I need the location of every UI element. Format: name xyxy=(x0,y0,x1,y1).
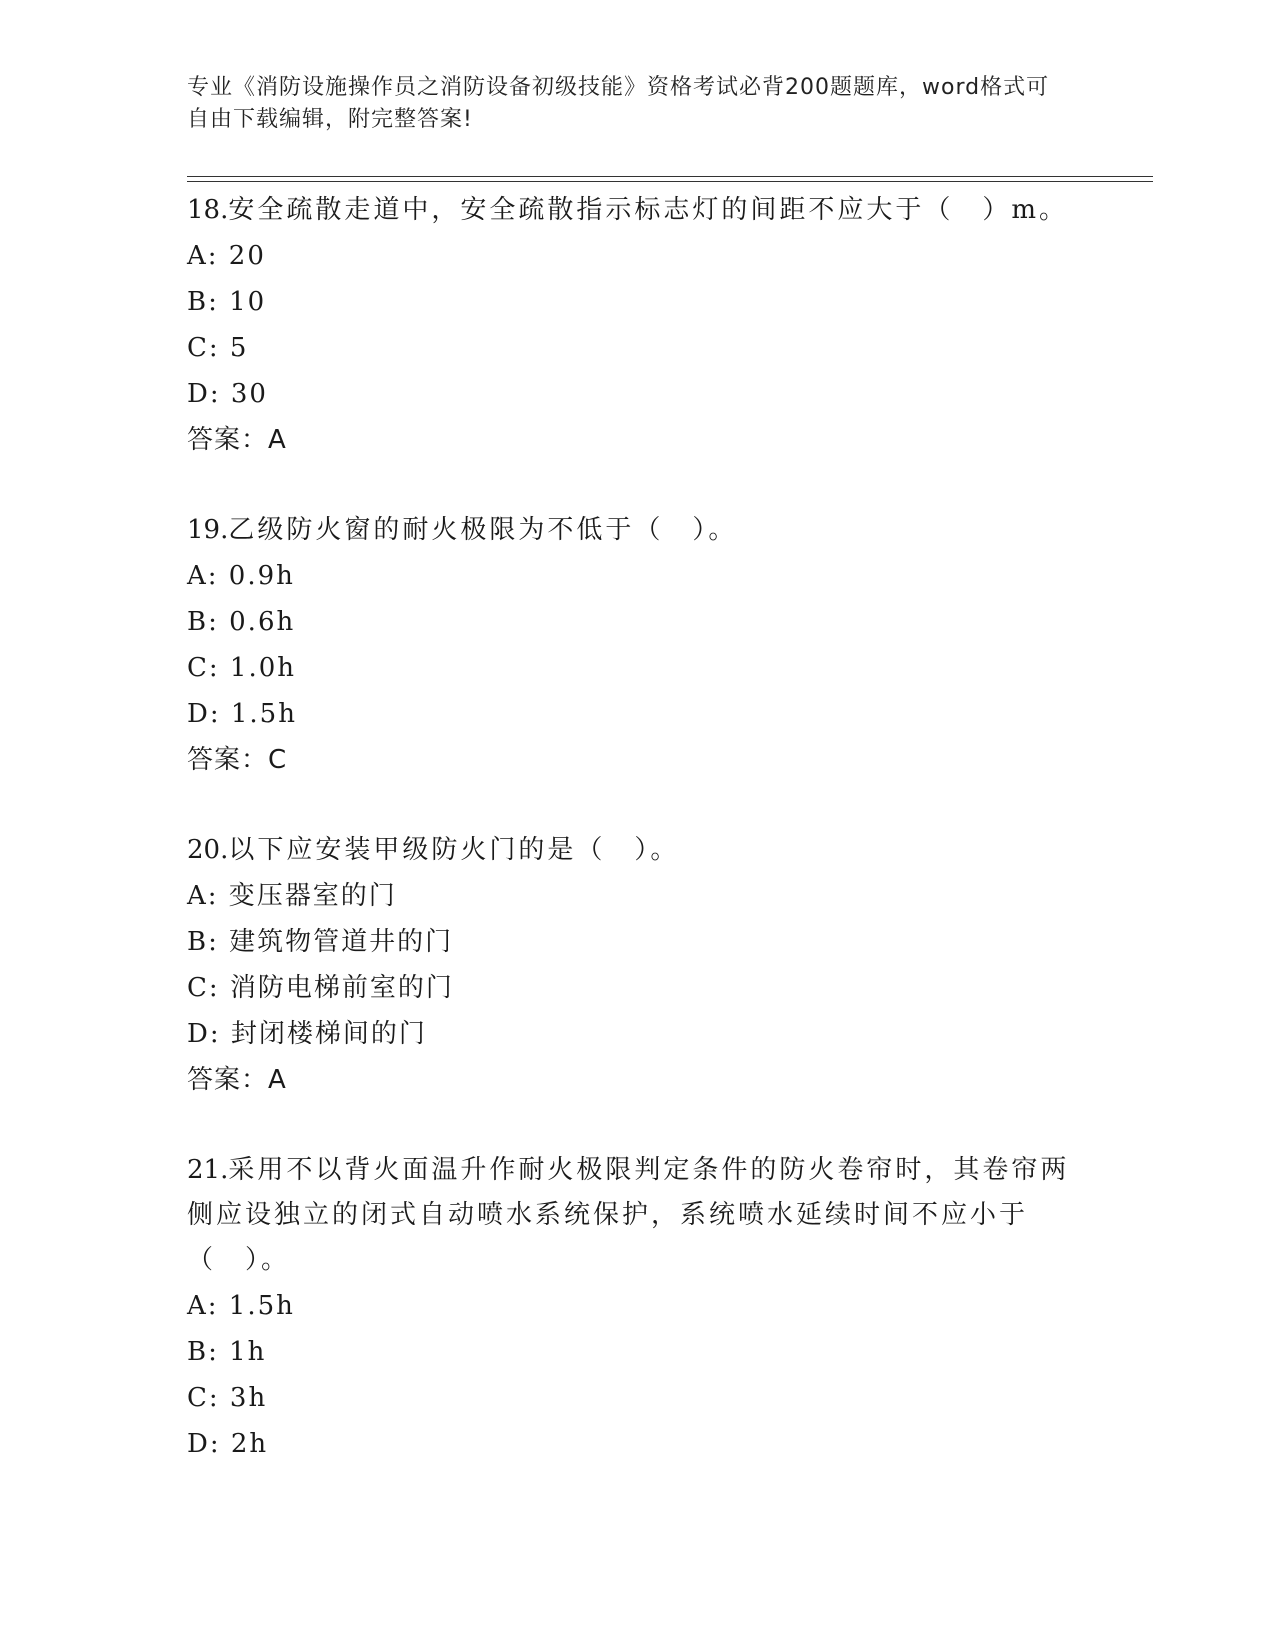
option-b: B: 1h xyxy=(187,1337,267,1367)
question-text: 采用不以背火面温升作耐火极限判定条件的防火卷帘时，其卷帘两侧应设独立的闭式自动喷水系统保护，系统喷水延续时间不应小于（ ）。 xyxy=(187,1155,1070,1275)
option-d: D: 30 xyxy=(187,379,268,409)
answer-line: 答案：A xyxy=(187,1065,287,1095)
question-stem xyxy=(187,188,1077,233)
option-d: D: 封闭楼梯间的门 xyxy=(187,1019,427,1049)
question-stem xyxy=(187,1148,1077,1283)
question-number: 19. xyxy=(187,515,229,545)
question-text: 乙级防火窗的耐火极限为不低于（ ）。 xyxy=(228,515,738,545)
header-divider-bottom xyxy=(187,181,1153,182)
question-list xyxy=(187,188,1077,1467)
question-21 xyxy=(187,1148,1077,1467)
header-divider-top xyxy=(187,176,1153,177)
header-text: 专业《消防设施操作员之消防设备初级技能》资格考试必背200题题库，word格式可自由下载编辑，附完整答案! xyxy=(187,75,1050,132)
question-number: 21. xyxy=(187,1155,229,1185)
option-c: C: 3h xyxy=(187,1383,268,1413)
answer-line: 答案：C xyxy=(187,745,288,775)
option-a: A: 1.5h xyxy=(187,1291,295,1321)
option-c: C: 1.0h xyxy=(187,653,297,683)
option-c: C: 消防电梯前室的门 xyxy=(187,973,454,1003)
option-b: B: 0.6h xyxy=(187,607,296,637)
option-a: A: 20 xyxy=(187,241,266,271)
option-c: C: 5 xyxy=(187,333,249,363)
question-text: 安全疏散走道中，安全疏散指示标志灯的间距不应大于（ ）m。 xyxy=(228,195,1069,225)
option-b: B: 建筑物管道井的门 xyxy=(187,927,454,957)
answer-line: 答案：A xyxy=(187,425,287,455)
option-d: D: 1.5h xyxy=(187,699,297,729)
question-number: 18. xyxy=(187,195,229,225)
question-text: 以下应安装甲级防火门的是（ ）。 xyxy=(228,835,680,865)
question-20 xyxy=(187,828,1077,1103)
question-stem xyxy=(187,508,1077,553)
option-b: B: 10 xyxy=(187,287,267,317)
question-number: 20. xyxy=(187,835,229,865)
option-a: A: 0.9h xyxy=(187,561,295,591)
option-a: A: 变压器室的门 xyxy=(187,881,397,911)
option-d: D: 2h xyxy=(187,1429,269,1459)
question-stem xyxy=(187,828,1077,873)
document-header xyxy=(187,72,1067,136)
question-19 xyxy=(187,508,1077,783)
question-18 xyxy=(187,188,1077,463)
